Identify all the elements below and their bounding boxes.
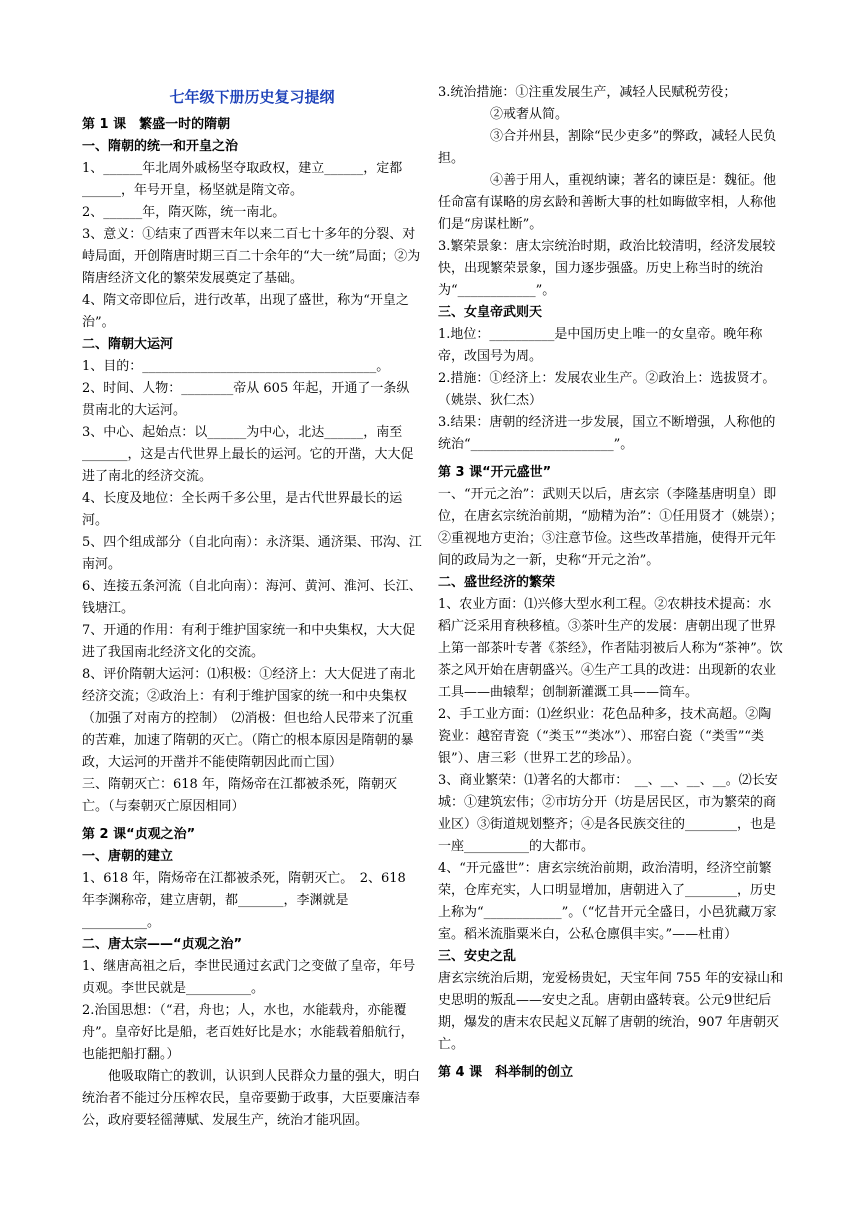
paragraph: 三、隋朝灭亡：618 年，隋炀帝在江都被杀死，隋朝灭亡。（与秦朝灭亡原因相同） [82,777,397,814]
paragraph: 4、“开元盛世”：唐玄宗统治前期，政治清明，经济空前繁荣，仓库充实，人口明显增加，唐朝进入了________，历史上称为“____________”。（“忆昔开元全盛日，小邑犹藏万家室。稻米流脂粟米白，公私仓廪俱丰实。”——杜甫） [438,861,777,942]
paragraph: 3.结果：唐朝的经济进一步发展，国立不断增强，人称他的统治“______________________”。 [438,415,776,452]
paragraph: 三、女皇帝武则天 [438,305,543,320]
paragraph: 第 3 课“开元盛世” [438,465,552,480]
paragraph: 2、______年，隋灭陈，统一南北。 [82,205,286,220]
paragraph: ②戒奢从简。 [464,107,569,122]
paragraph: 2、时间、人物：________帝从 605 年起，开通了一条纵贯南北的大运河。 [82,381,410,418]
paragraph: 3、商业繁荣：⑴著名的大都市： __、__、__、__。⑵长安城：①建筑宏伟；②市坊分开（坊是居民区，市为繁荣的商业区）③街道规划整齐；④是各民族交往的________，也是一座__________的大都市。 [438,773,778,854]
left-column [82,108,422,1132]
paragraph: 三、安史之乱 [438,949,517,964]
paragraph: 唐玄宗统治后期，宠爱杨贵妃，天宝年间 755 年的安禄山和史思明的叛乱——安史之乱。唐朝由盛转衰。公元9世纪后期，爆发的唐末农民起义瓦解了唐朝的统治，907 年唐朝灭亡。 [438,971,784,1052]
paragraph: 二、隋朝大运河 [82,337,174,352]
paragraph: 二、唐太宗——“贞观之治” [82,937,243,952]
paragraph: 1、______年北周外戚杨坚夺取政权，建立______，定都______，年号开皇，杨坚就是隋文帝。 [82,161,403,198]
paragraph: 1、继唐高祖之后，李世民通过玄武门之变做了皇帝，年号贞观。李世民就是__________。 [82,959,416,996]
paragraph: 7、开通的作用：有利于维护国家统一和中央集权，大大促进了我国南北经济文化的交流。 [82,623,416,660]
paragraph: 1、618 年，隋炀帝在江都被杀死，隋朝灭亡。 2、618 年李渊称帝，建立唐朝，都_______，李渊就是__________。 [82,871,406,930]
paragraph: 2.措施：①经济上：发展农业生产。②政治上：选拔贤才。（姚崇、狄仁杰） [438,371,776,408]
paragraph: 4、隋文帝即位后，进行改革，出现了盛世，称为“开皇之治”。 [82,293,409,330]
paragraph: 4、长度及地位：全长两千多公里，是古代世界最长的运河。 [82,491,403,528]
paragraph: 3、意义：①结束了西晋末年以来二百七十多年的分裂、对峙局面，开创隋唐时期三百二十余年的“大一统”局面；②为隋唐经济文化的繁荣发展奠定了基础。 [82,227,421,286]
paragraph: 2.治国思想：（“君，舟也；人，水也，水能载舟，亦能覆舟”。皇帝好比是船，老百姓好比是水；水能载着船航行，也能把船打翻。） [82,1003,414,1062]
paragraph: 他吸取隋亡的教训，认识到人民群众力量的强大，明白统治者不能过分压榨农民，皇帝要勤于政事，大臣要廉洁奉公，政府要轻徭薄赋、发展生产，统治才能巩固。 [82,1069,421,1128]
paragraph: 第 1 课 繁盛一时的隋朝 [82,117,231,132]
paragraph: 1.地位：__________是中国历史上唯一的女皇帝。晚年称帝，改国号为周。 [438,327,763,364]
paragraph: 3、中心、起始点：以______为中心，北达______，南至_______，这是古代世界上最长的运河。它的开凿，大大促进了南北的经济交流。 [82,425,414,484]
document-title: 七年级下册历史复习提纲 [169,88,335,106]
paragraph: 3.繁荣景象：唐太宗统治时期，政治比较清明，经济发展较快，出现繁荣景象，国力逐步强盛。历史上称当时的统治为“____________”。 [438,239,776,298]
paragraph: 二、盛世经济的繁荣 [438,575,556,590]
paragraph: 8、评价隋朝大运河：⑴积极：①经济上：大大促进了南北经济交流；②政治上：有利于维护国家的统一和中央集权（加强了对南方的控制） ⑵消极：但也给人民带来了沉重的苦难，加速了隋朝的灭亡。（隋亡的根本原因是隋朝的暴政，大运河的开凿并不能使隋朝因此而亡国） [82,667,416,770]
paragraph: 第 2 课“贞观之治” [82,827,196,842]
paragraph: 2、手工业方面：⑴丝织业：花色品种多，技术高超。②陶瓷业：越窑青瓷（“类玉”“类冰”）、邢窑白瓷（“类雪”“类银”）、唐三彩（世界工艺的珍品）。 [438,707,772,766]
paragraph: ③合并州县，割除“民少吏多”的弊政，减轻人民负担。 [438,129,777,166]
paragraph: 1、目的：____________________________________。 [82,359,390,374]
paragraph: 一、隋朝的统一和开皇之治 [82,139,239,154]
paragraph: 5、四个组成部分（自北向南）：永济渠、通济渠、邗沟、江南河。 [82,535,422,572]
paragraph: 一、唐朝的建立 [82,849,174,864]
paragraph: 一、“开元之治”：武则天以后，唐玄宗（李隆基唐明皇）即位，在唐玄宗统治前期，“励精为治”：①任用贤才（姚崇）；②重视地方吏治；③注意节俭。这些改革措施，使得开元年间的政局为之一新，史称“开元之治”。 [438,487,783,568]
paragraph: 1、农业方面：⑴兴修大型水利工程。②农耕技术提高：水稻广泛采用育秧移植。③茶叶生产的发展：唐朝出现了世界上第一部茶叶专著《茶经》，作者陆羽被后人称为“茶神”。饮茶之风开始在唐朝盛兴。④生产工具的改进：出现新的农业工具——曲辕犁；创制新灌溉工具——筒车。 [438,597,783,700]
right-column [438,82,784,1084]
paragraph: 6、连接五条河流（自北向南）：海河、黄河、淮河、长江、钱塘江。 [82,579,422,616]
paragraph: ④善于用人，重视纳谏；著名的谏臣是：魏征。他任命富有谋略的房玄龄和善断大事的杜如晦做宰相，人称他们是“房谋杜断”。 [438,173,777,232]
paragraph: 第 4 课 科举制的创立 [438,1065,574,1080]
paragraph: 3.统治措施：①注重发展生产，减轻人民赋税劳役； [438,85,737,100]
